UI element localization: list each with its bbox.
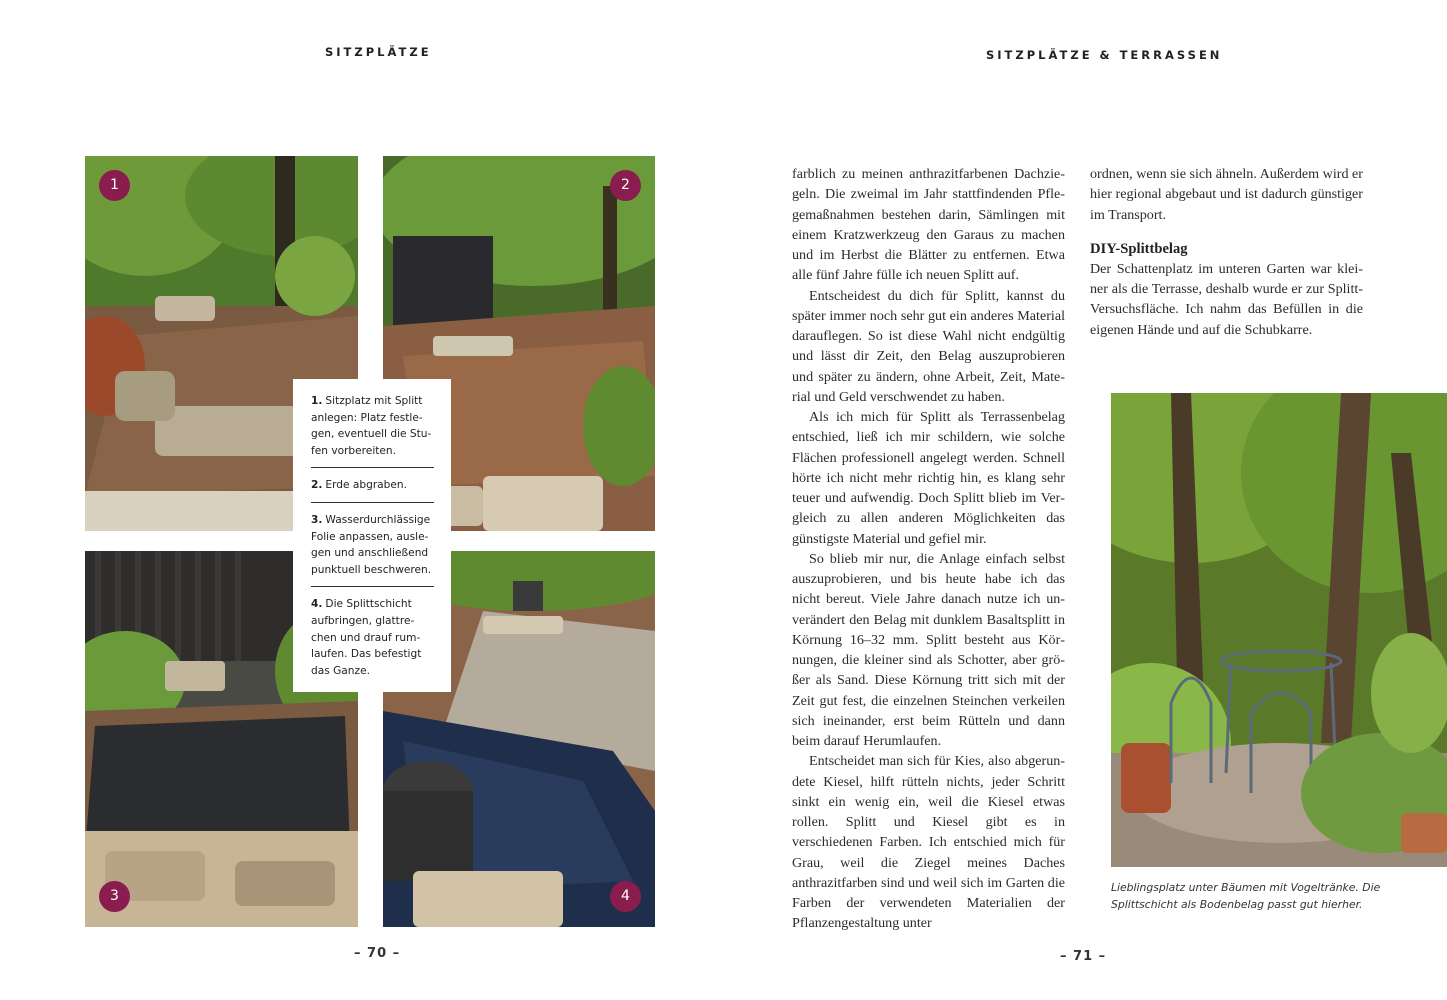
step-text: Die Splittschicht aufbringen, glattrechen und drauf rumlaufen. Das befestigt das Ganze. xyxy=(311,598,422,677)
step-number: 1. xyxy=(311,395,323,407)
step-text: Wasserdurchlässige Folie anpassen, auslegen und anschließend punktuell beschweren. xyxy=(311,513,432,576)
step-badge-1: 1 xyxy=(99,170,130,201)
paragraph: Entscheidest du dich für Splitt, kannst du später immer noch sehr gut ein anderes Material darauflegen. So ist diese Wahl nicht endgültig und lässt dir Zeit, den Belag auszuprobieren und später zu ändern, ohne Arbeit, Zeit, Material und Geld verschwendet zu haben. xyxy=(792,287,1065,405)
running-head-right: SITZPLÄTZE & TERRASSEN xyxy=(986,48,1223,62)
step-number: 2. xyxy=(311,479,323,492)
paragraph: ordnen, wenn sie sich ähneln. Außerdem wird er hier regional abgebaut und ist dadurch günstiger im Transport. xyxy=(1090,166,1363,223)
step-number: 4. xyxy=(311,598,323,611)
step-item xyxy=(311,502,434,586)
step-item xyxy=(311,467,434,502)
body-column-right xyxy=(1090,164,1363,340)
paragraph: So blieb mir nur, die Anlage einfach selbst auszuprobieren, und bis heute habe ich das nicht bereut. Viele Jahre danach nutze ich unverändert den Belag mit dunklem Basaltsplitt in Körnung 16–32 mm. Splitt besteht aus Körnungen, die kleiner sind als Schotter, aber größer als Sand. Diese Körnung tritt sich mit der Zeit gut fest, die einzelnen Steinchen verkeilen sich ineinander, erst beim Rütteln und dann beim darauf Herumlaufen. xyxy=(792,550,1065,749)
step-text: Erde abgraben. xyxy=(325,479,407,492)
steps-box xyxy=(293,379,451,692)
step-item xyxy=(311,393,434,467)
running-head-left: SITZPLÄTZE xyxy=(325,45,432,59)
step-number: 3. xyxy=(311,513,323,526)
paragraph: Der Schattenplatz im unteren Garten war kleiner als die Terrasse, deshalb wurde er zur Splitt-Versuchsfläche. Ich nahm das Befüllen in die eigenen Hände und auf die Schubkarre. xyxy=(1090,260,1363,338)
photo-seating-area xyxy=(1111,393,1447,867)
paragraph: Als ich mich für Splitt als Terrassenbelag entschied, ließ ich mir schildern, wie solche Flächen professionell angelegt werden. Schnell hörte ich nicht mehr richtig hin, es klang sehr teuer und aufwendig. Doch Splitt blieb im Vergleich zu allen anderen Möglichkeiten das günstigste Material und gefiel mir. xyxy=(792,409,1065,547)
body-column-left xyxy=(792,164,1065,934)
step-badge-3: 3 xyxy=(99,881,130,912)
step-badge-4: 4 xyxy=(610,881,641,912)
paragraph: Entscheidet man sich für Kies, also abgerundete Kiesel, hilft rütteln nichts, jeder Schritt sinkt ein wenig ein, weil die Kiesel etwas rollen. Splitt und Kiesel gibt es in verschiedenen Farben. Ich entschied mich für Grau, weil die Ziegel meines Daches anthrazitfarben sind und weil sich im Garten die Farben der verwendeten Materialien der Pflanzengestaltung unter xyxy=(792,753,1065,932)
paragraph: farblich zu meinen anthrazitfarbenen Dachziegeln. Die zweimal im Jahr stattfindenden Pflegemaßnahmen bestehen darin, Sämlingen mit einem Kratzwerkzeug den Garaus zu machen und im Herbst die Blätter zu entfernen. Etwa alle fünf Jahre fülle ich neuen Splitt auf. xyxy=(792,166,1065,284)
step-item xyxy=(311,586,434,687)
photo-caption: Lieblingsplatz unter Bäumen mit Vogeltränke. Die Splittschicht als Bodenbelag passt gut hierher. xyxy=(1111,881,1381,911)
page-number-left: – 70 – xyxy=(354,946,401,961)
section-heading: DIY-Splittbelag xyxy=(1090,240,1188,257)
step-badge-2: 2 xyxy=(610,170,641,201)
page-number-right: – 71 – xyxy=(1060,949,1107,964)
step-text: Sitzplatz mit Splitt anlegen: Platz festlegen, eventuell die Stufen vorbereiten. xyxy=(311,395,432,457)
